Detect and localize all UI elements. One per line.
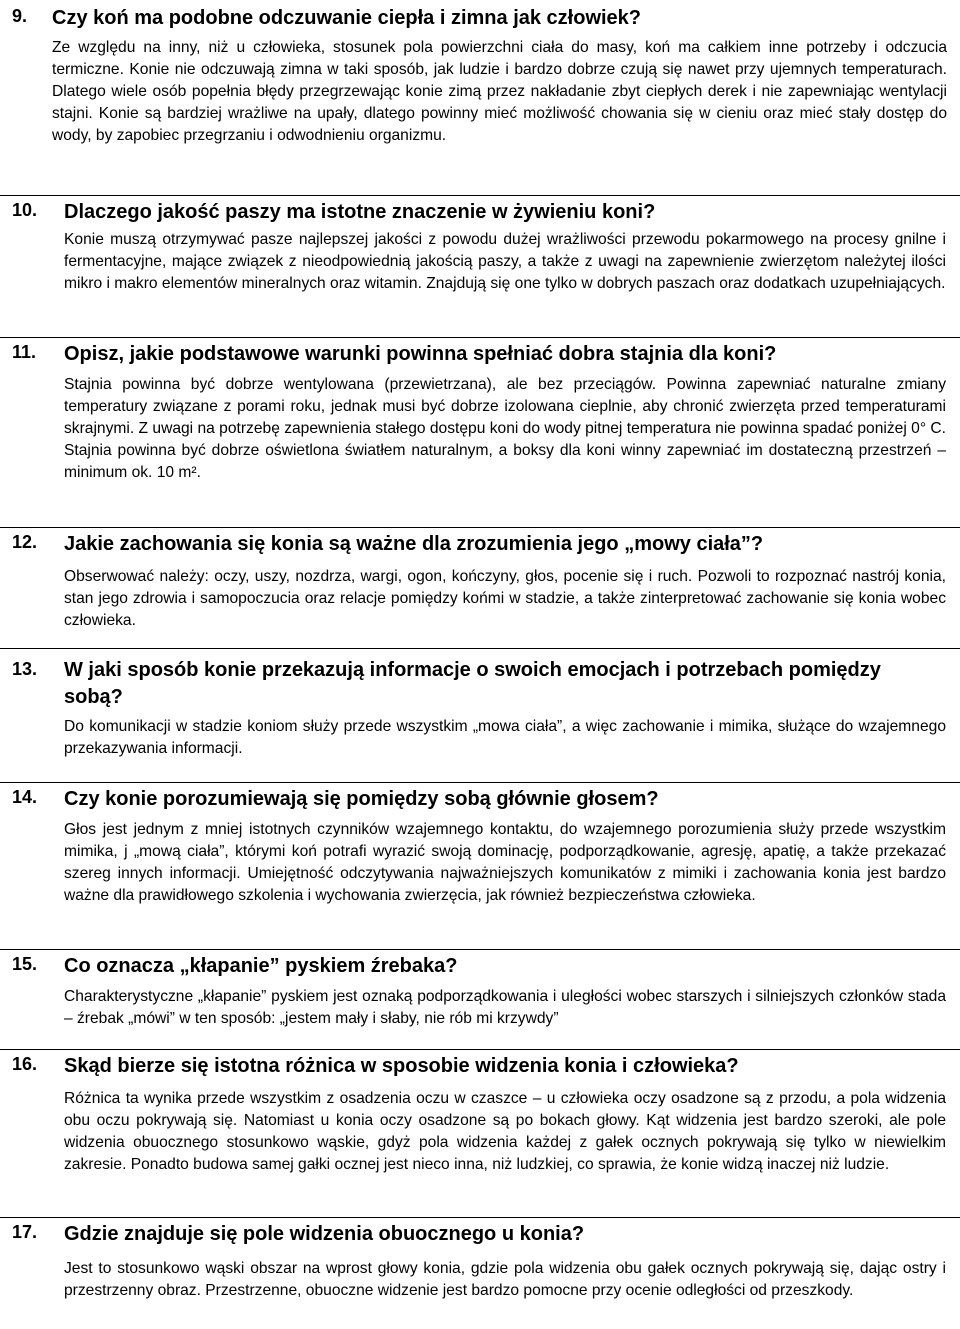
qa-item-10	[0, 195, 960, 337]
question-heading: Czy konie porozumiewają się pomiędzy sobą głównie głosem?	[64, 788, 659, 810]
question-number: 12.	[12, 532, 38, 552]
qa-item-14	[0, 782, 960, 949]
question-number: 11.	[12, 342, 37, 362]
question-number: 13.	[12, 659, 38, 679]
qa-item-9	[0, 0, 960, 195]
qa-item-11	[0, 337, 960, 527]
question-heading: Opisz, jakie podstawowe warunki powinna spełniać dobra stajnia dla koni?	[64, 343, 777, 365]
question-heading: Skąd bierze się istotna różnica w sposobie widzenia konia i człowieka?	[64, 1055, 739, 1077]
question-heading: Jakie zachowania się konia są ważne dla zrozumienia jego „mowy ciała”?	[64, 533, 764, 555]
question-heading: Czy koń ma podobne odczuwanie ciepła i zimna jak człowiek?	[52, 7, 642, 29]
question-heading: Co oznacza „kłapanie” pyskiem źrebaka?	[64, 955, 458, 977]
question-number: 14.	[12, 787, 38, 807]
answer-text: Głos jest jednym z mniej istotnych czynników wzajemnego kontaktu, do wzajemnego porozumienia służy przede wszystkim mimika, j „mową ciała”, którymi koń potrafi wyrazić swoją dominację, podporządkowanie, agresję, apatię, a także przekazać szereg innych informacji. Umiejętność odczytywania najważniejszych komunikatów z mimiki i zachowania konia jest bardzo ważne dla prawidłowego szkolenia i wychowania zwierzęcia, jak również bezpieczeństwa człowieka.	[64, 821, 946, 904]
answer-text: Obserwować należy: oczy, uszy, nozdrza, wargi, ogon, kończyny, głos, pocenie się i ruch. Pozwoli to rozpoznać nastrój konia, stan jego zdrowia i samopoczucia oraz relacje pomiędzy końmi w stadzie, a także zinterpretować zachowanie się konia wobec człowieka.	[64, 568, 946, 629]
question-number: 16.	[12, 1054, 38, 1074]
answer-text: Stajnia powinna być dobrze wentylowana (przewietrzana), ale bez przeciągów. Powinna zapewniać naturalne zmiany temperatury związane z porami roku, jednak musi być dobrze izolowana cieplnie, aby chronić zwierzęta przed temperaturami skrajnymi. Z uwagi na potrzebę zapewnienia stałego dostępu koni do wody pitnej temperatura nie powinna spadać poniżej 0° C. Stajnia powinna być dobrze oświetlona światłem naturalnym, a boksy dla koni winny zapewniać im dostateczną przestrzeń – minimum ok. 10 m².	[64, 376, 946, 481]
answer-text: Różnica ta wynika przede wszystkim z osadzenia oczu w czaszce – u człowieka oczy osadzone są z przodu, a pola widzenia obu oczu pokrywają się. Natomiast u konia oczy osadzone są po bokach głowy. Kąt widzenia jest bardzo szeroki, ale pole widzenia obuocznego stosunkowo wąskie, gdyż pola widzenia każdej z gałek ocznych pokrywają się tylko w niewielkim zakresie. Ponadto budowa samej gałki ocznej jest nieco inna, niż ludzkiej, co sprawia, że konie widzą inaczej niż ludzie.	[64, 1090, 946, 1173]
answer-text: Do komunikacji w stadzie koniom służy przede wszystkim „mowa ciała”, a więc zachowanie i mimika, służące do wzajemnego przekazywania informacji.	[64, 718, 946, 757]
answer-text: Konie muszą otrzymywać pasze najlepszej jakości z powodu dużej wrażliwości przewodu pokarmowego na procesy gnilne i fermentacyjne, mające związek z nieodpowiednią jakością paszy, a także z uwagi na zapewnienie zwierzętom należytej ilości mikro i makro elementów mineralnych oraz witamin. Znajdują się one tylko w dobrych paszach oraz dodatkach uzupełniających.	[64, 231, 946, 292]
qa-item-12	[0, 527, 960, 648]
qa-item-17	[0, 1217, 960, 1329]
question-heading: Gdzie znajduje się pole widzenia obuocznego u konia?	[64, 1223, 585, 1245]
qa-item-15	[0, 949, 960, 1049]
question-number: 15.	[12, 954, 38, 974]
question-heading: W jaki sposób konie przekazują informacje o swoich emocjach i potrzebach pomiędzy sobą?	[64, 659, 881, 708]
answer-text: Jest to stosunkowo wąski obszar na wprost głowy konia, gdzie pola widzenia obu gałek ocznych pokrywają się, dając ostry i przestrzenny obraz. Przestrzenne, obuoczne widzenie jest bardzo pomocne przy ocenie odległości od przeszkody.	[64, 1260, 946, 1299]
question-heading: Dlaczego jakość paszy ma istotne znaczenie w żywieniu koni?	[64, 201, 656, 223]
question-number: 17.	[12, 1222, 38, 1242]
question-number: 9.	[12, 6, 28, 26]
qa-item-16	[0, 1049, 960, 1217]
question-number: 10.	[12, 200, 38, 220]
qa-item-13	[0, 648, 960, 782]
answer-text: Ze względu na inny, niż u człowieka, stosunek pola powierzchni ciała do masy, koń ma całkiem inne potrzeby i odczucia termiczne. Konie nie odczuwają zimna w taki sposób, jak ludzie i bardzo dobrze czują się nawet przy ujemnych temperaturach. Dlatego wiele osób popełnia błędy przegrzewając konie zimą przez nakładanie zbyt ciepłych derek i nie zapewniając wentylacji stajni. Konie są bardziej wrażliwe na upały, dlatego powinny mieć możliwość chowania się w cieniu oraz mieć stały dostęp do wody, by zapobiec przegrzaniu i odwodnieniu organizmu.	[52, 39, 947, 144]
answer-text: Charakterystyczne „kłapanie” pyskiem jest oznaką podporządkowania i uległości wobec starszych i silniejszych członków stada – źrebak „mówi” w ten sposób: „jestem mały i słaby, nie rób mi krzywdy”	[64, 988, 946, 1027]
